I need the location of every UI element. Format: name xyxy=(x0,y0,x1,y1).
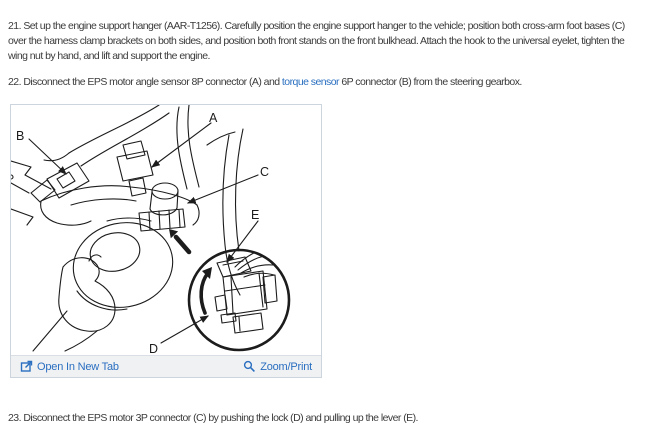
gearbox-housing xyxy=(41,186,199,225)
step-23-text: 23. Disconnect the EPS motor 3P connector (C) by pushing the lock (D) and pulling up the lever (E). xyxy=(8,411,418,424)
open-in-new-tab-link[interactable] xyxy=(20,360,119,373)
step-22-text xyxy=(8,75,642,90)
step-22-suffix: 6P connector (B) from the steering gearbox. xyxy=(338,75,522,88)
zoom-print-label: Zoom/Print xyxy=(260,360,312,373)
torque-sensor-link[interactable]: torque sensor xyxy=(281,75,339,88)
lever-rotation-arrow xyxy=(201,273,208,313)
figure-toolbar xyxy=(11,355,321,377)
steering-gearbox-diagram xyxy=(11,105,321,355)
open-in-new-tab-label: Open In New Tab xyxy=(37,360,119,373)
label-b: B xyxy=(16,129,25,143)
figure-box xyxy=(10,104,322,378)
step-21-text: 21. Set up the engine support hanger (AAR-T1256). Carefully position the engine support hanger to the vehicle; position both cross-arm foot bases (C) over the harness clamp brackets on both sides, and position both front stands on the front bulkhead. Attach the hook to the universal eyelet, tighten the wing nut by hand, and lift and support the engine. xyxy=(8,19,625,62)
label-a: A xyxy=(209,111,218,125)
inset-pointer-arrow xyxy=(169,229,189,252)
harness-cables xyxy=(44,105,235,189)
label-c: C xyxy=(260,165,270,179)
label-d: D xyxy=(149,342,159,355)
connector-b-drawing xyxy=(11,163,89,202)
zoom-print-link[interactable] xyxy=(243,360,312,373)
open-in-new-tab-icon xyxy=(20,360,33,373)
inset-circle xyxy=(189,248,289,350)
label-e: E xyxy=(251,208,260,222)
step-22-prefix: 22. Disconnect the EPS motor angle sensor 8P connector (A) and xyxy=(8,75,282,88)
body-panel-lines xyxy=(223,129,243,295)
magnifier-icon xyxy=(243,360,256,373)
